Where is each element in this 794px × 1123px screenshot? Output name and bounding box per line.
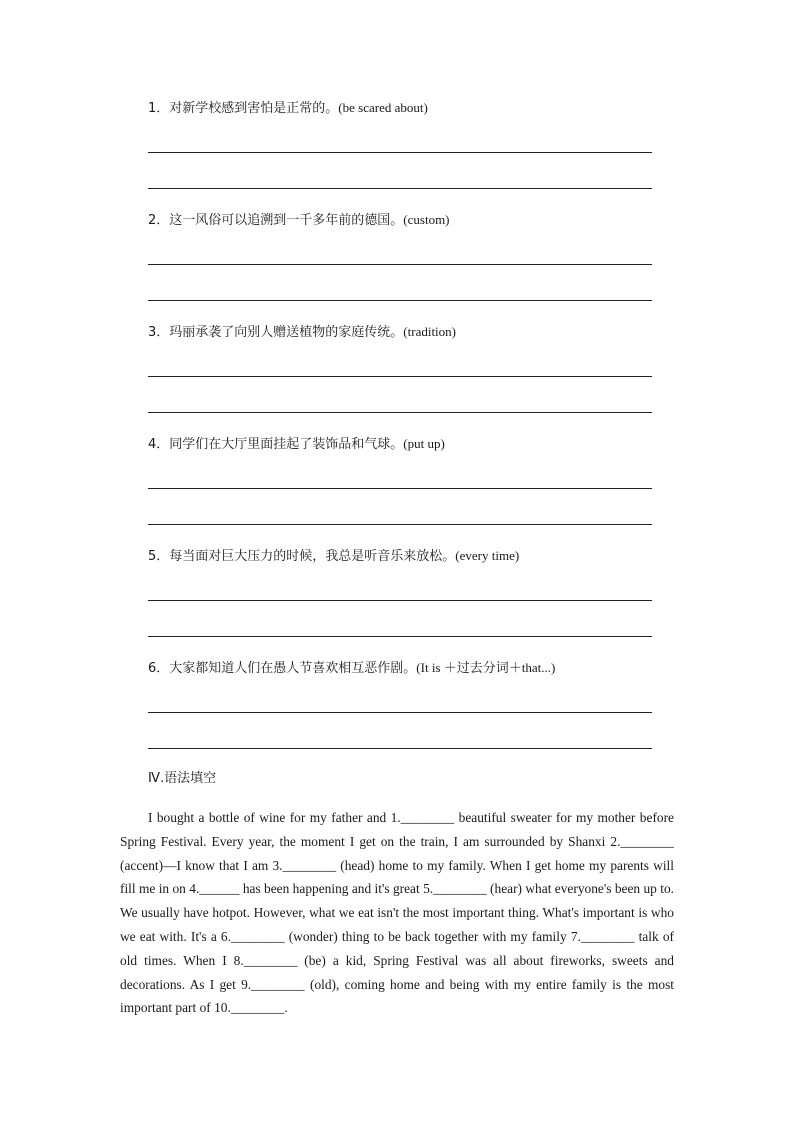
answer-line[interactable]: [148, 188, 652, 189]
answer-line[interactable]: [148, 600, 652, 601]
answer-line[interactable]: [148, 636, 652, 637]
question-4-text: 同学们在大厅里面挂起了装饰品和气球。: [169, 437, 404, 452]
question-6-hint: (It is ＋过去分词＋that...): [416, 660, 556, 675]
answer-line[interactable]: [148, 524, 652, 525]
question-2-number: 2．: [148, 213, 170, 228]
question-1-number: 1．: [148, 101, 170, 116]
question-3-hint: (tradition): [403, 324, 457, 339]
question-3-text: 玛丽承袭了向别人赠送植物的家庭传统。: [169, 325, 404, 340]
question-2-text: 这一风俗可以追溯到一千多年前的德国。: [169, 213, 404, 228]
question-3: [148, 323, 652, 342]
question-6: [148, 659, 652, 678]
question-6-prompt: [148, 659, 652, 678]
question-5-text: 每当面对巨大压力的时候，我总是听音乐来放松。: [169, 549, 456, 564]
question-1-text: 对新学校感到害怕是正常的。: [169, 101, 339, 116]
question-5: [148, 547, 652, 566]
question-2-prompt: [148, 211, 652, 230]
question-6-text: 大家都知道人们在愚人节喜欢相互恶作剧。: [169, 661, 417, 676]
question-1-prompt: [148, 99, 652, 118]
question-4-hint: (put up): [403, 436, 445, 451]
section-title: Ⅳ.语法填空: [148, 771, 217, 786]
cloze-passage: I bought a bottle of wine for my father and 1.________ beautiful sweater for my mother before Spring Festival. Every year, the moment I get on the train, I am surrounded by Shanxi 2.________ (accent)—I know that I am 3.________ (head) home to my family. When I get home my parents will fill me in on 4.______ has been happening and it's great 5.________ (hear) what everyone's been up to. We usually have hotpot. However, what we eat isn't the most important thing. What's important is who we eat with. It's a 6.________ (wonder) thing to be back together with my family 7.________ talk of old times. When I 8.________ (be) a kid, Spring Festival was all about fireworks, sweets and decorations. As I get 9.________ (old), coming home and being with my entire family is the most important part of 10.________.: [120, 810, 674, 1016]
answer-line[interactable]: [148, 300, 652, 301]
answer-line[interactable]: [148, 712, 652, 713]
question-4-number: 4．: [148, 437, 170, 452]
question-2-hint: (custom): [403, 212, 450, 227]
question-6-number: 6．: [148, 661, 170, 676]
question-3-number: 3．: [148, 325, 170, 340]
question-1: [148, 99, 652, 118]
answer-line[interactable]: [148, 264, 652, 265]
answer-line[interactable]: [148, 412, 652, 413]
question-5-number: 5．: [148, 549, 170, 564]
answer-line[interactable]: [148, 748, 652, 749]
question-3-prompt: [148, 323, 652, 342]
question-5-hint: (every time): [455, 548, 520, 563]
question-4-prompt: [148, 435, 652, 454]
answer-line[interactable]: [148, 376, 652, 377]
answer-line[interactable]: [148, 152, 652, 153]
question-4: [148, 435, 652, 454]
question-2: [148, 211, 652, 230]
question-1-hint: (be scared about): [338, 100, 428, 115]
answer-line[interactable]: [148, 488, 652, 489]
question-5-prompt: [148, 547, 652, 566]
